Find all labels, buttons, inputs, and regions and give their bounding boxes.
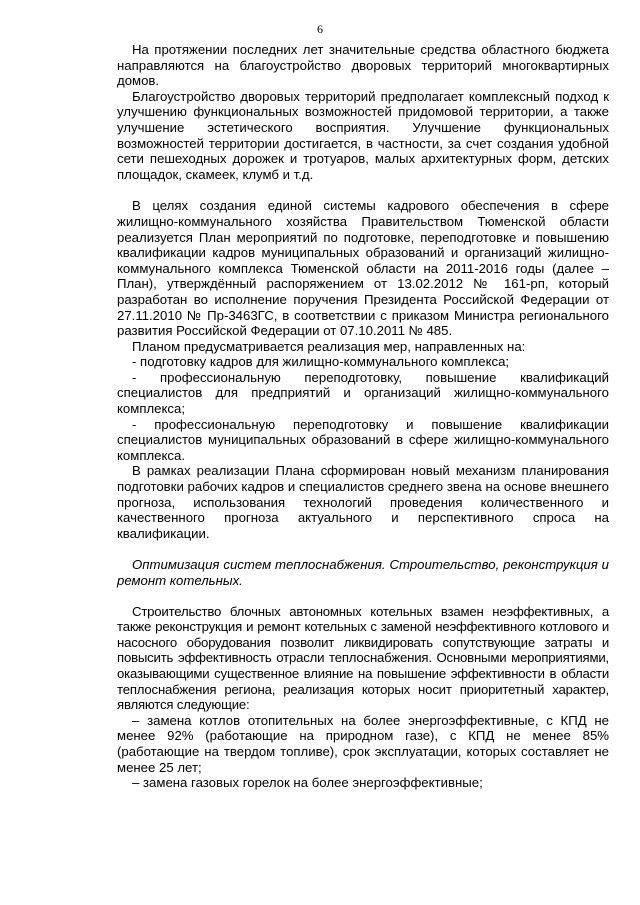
list-item: - подготовку кадров для жилищно-коммунального комплекса; bbox=[132, 354, 510, 370]
paragraph: Благоустройство дворовых территорий предполагает комплексный подход к улучшению функциональных возможностей придомовой территории, а также улучшение эстетического восприятия. Улучшение функциональных возможностей территории достигается, в частности, за счет создания удобной сети пешеходных дорожек и тротуаров, малых архитектурных форм, детских площадок, скамеек, клумб и т.д. bbox=[117, 88, 609, 182]
paragraph: Планом предусматривается реализация мер, направленных на: bbox=[132, 338, 526, 354]
list-item: - профессиональную переподготовку и повышение квалификации специалистов муниципальных образований в сфере жилищно-коммунального комплекса. bbox=[117, 416, 609, 463]
paragraph: В рамках реализации Плана сформирован новый механизм планирования подготовки рабочих кадров и специалистов среднего звена на основе внешнего прогноза, использования технологий проведения количественного и качественного прогноза актуального и перспективного спроса на квалификации. bbox=[117, 463, 609, 541]
paragraph: В целях создания единой системы кадрового обеспечения в сфере жилищно-коммунального хозяйства Правительством Тюменской области реализуется План мероприятий по подготовке, переподготовке и повышению квалификации кадров муниципальных образований и организаций жилищно-коммунального комплекса Тюменской области на 2011-2016 годы (далее – План), утверждённый распоряжением от 13.02.2012 № 161-рп, который разработан во исполнение поручения Президента Российской Федерации от 27.11.2010 № Пр-3463ГС, в соответствии с приказом Министра регионального развития Российской Федерации от 07.10.2011 № 485. bbox=[117, 198, 609, 339]
paragraph-gap bbox=[117, 541, 609, 557]
paragraph: На протяжении последних лет значительные средства областного бюджета направляются на благоустройство дворовых территорий многоквартирных домов. bbox=[117, 42, 609, 89]
paragraph-gap bbox=[117, 182, 609, 198]
document-body bbox=[117, 42, 609, 791]
paragraph: Строительство блочных автономных котельных взамен неэффективных, а также реконструкция и ремонт котельных с заменой неэффективного котлового и насосного оборудования позволит ликвидировать сопутствующие затраты и повысить эффективность отрасли теплоснабжения. Основными мероприятиями, оказывающими существенное влияние на повышение эффективности в области теплоснабжения региона, реализация которых носит приоритетный характер, являются следующие: bbox=[117, 603, 609, 713]
paragraph-gap bbox=[117, 589, 609, 604]
section-heading: Оптимизация систем теплоснабжения. Строительство, реконструкция и ремонт котельных. bbox=[117, 557, 609, 588]
list-item: – замена котлов отопительных на более энергоэффективные, с КПД не менее 92% (работающие на природном газе), с КПД не менее 85% (работающие на твердом топливе), срок эксплуатации, которых составляет не менее 25 лет; bbox=[117, 712, 609, 775]
list-item: – замена газовых горелок на более энергоэффективные; bbox=[132, 775, 483, 791]
list-item: - профессиональную переподготовку, повышение квалификаций специалистов для предприятий и организаций жилищно-коммунального комплекса; bbox=[117, 369, 609, 417]
page-number: 6 bbox=[317, 22, 323, 36]
